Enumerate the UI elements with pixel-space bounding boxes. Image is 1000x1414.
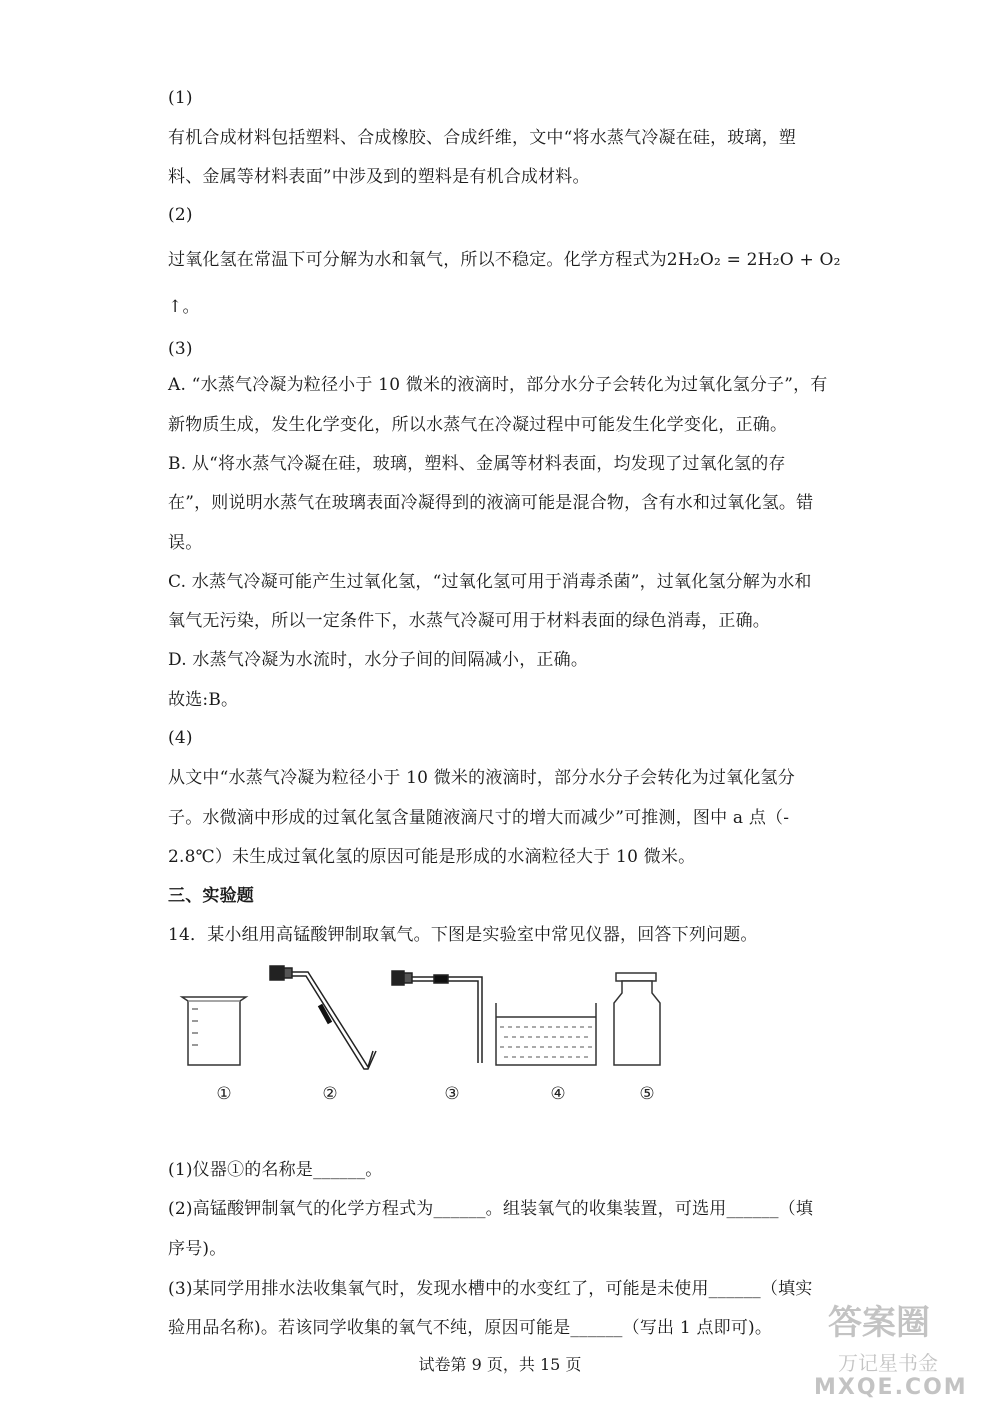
part-4-label: (4)	[168, 728, 193, 748]
sub-question-2-line-2: 序号)。	[168, 1239, 227, 1259]
section-heading: 三、实验题	[168, 886, 254, 906]
water-trough-icon	[496, 1003, 596, 1065]
part-4-line-1: 从文中“水蒸气冷凝为粒径小于 10 微米的液滴时，部分水分子会转化为过氧化氢分	[168, 768, 795, 788]
part-2-label: (2)	[168, 205, 193, 225]
apparatus-label-3: ③	[444, 1084, 460, 1104]
part-1-line-2: 料、金属等材料表面”中涉及到的塑料是有机合成材料。	[168, 167, 590, 187]
option-b-line-2: 在”，则说明水蒸气在玻璃表面冷凝得到的液滴可能是混合物，含有水和过氧化氢。错	[168, 493, 814, 513]
option-b-line-3: 误。	[168, 533, 203, 553]
sub-question-1: (1)仪器①的名称是______。	[168, 1160, 383, 1180]
part-2-line-2: ↑。	[168, 297, 200, 317]
apparatus-label-4: ④	[550, 1084, 566, 1104]
apparatus-label-2: ②	[322, 1084, 338, 1104]
sub-question-3-line-1: (3)某同学用排水法收集氧气时，发现水槽中的水变红了，可能是未使用______（填实	[168, 1279, 813, 1299]
apparatus-label-5: ⑤	[639, 1084, 655, 1104]
apparatus-figure	[170, 965, 690, 1115]
answer-choice: 故选:B。	[168, 690, 239, 710]
option-c-line-1: C. 水蒸气冷凝可能产生过氧化氢，“过氧化氢可用于消毒杀菌”，过氧化氢分解为水和	[168, 572, 812, 592]
beaker-icon	[182, 997, 246, 1065]
gas-bottle-icon	[614, 973, 660, 1065]
watermark-logo	[808, 1295, 978, 1405]
option-a-line-2: 新物质生成，发生化学变化，所以水蒸气在冷凝过程中可能发生化学变化，正确。	[168, 415, 788, 435]
part-1-label: (1)	[168, 88, 193, 108]
sub-question-2-line-1: (2)高锰酸钾制氧气的化学方程式为______。组装氧气的收集装置，可选用______（填	[168, 1199, 814, 1219]
option-b-line-1: B. 从“将水蒸气冷凝在硅，玻璃，塑料、金属等材料表面，均发现了过氧化氢的存	[168, 454, 786, 474]
stopper-bent-tube-icon	[270, 966, 376, 1069]
option-d-line-1: D. 水蒸气冷凝为水流时，水分子间的间隔减小，正确。	[168, 650, 589, 670]
watermark-url: MXQE.COM	[814, 1375, 968, 1400]
stopper-delivery-tube-icon	[392, 971, 482, 1063]
watermark-title: 答案圈	[828, 1303, 930, 1343]
question-14-stem: 14．某小组用高锰酸钾制取氧气。下图是实验室中常见仪器，回答下列问题。	[168, 925, 758, 945]
apparatus-label-1: ①	[216, 1084, 232, 1104]
part-3-label: (3)	[168, 339, 193, 359]
part-2-line-1: 过氧化氢在常温下可分解为水和氧气，所以不稳定。化学方程式为2H₂O₂ = 2H₂O + O₂	[168, 250, 841, 270]
part-1-line-1: 有机合成材料包括塑料、合成橡胶、合成纤维，文中“将水蒸气冷凝在硅，玻璃，塑	[168, 128, 797, 148]
sub-question-3-line-2: 验用品名称)。若该同学收集的氧气不纯，原因可能是______（写出 1 点即可)。	[168, 1318, 773, 1338]
part-4-line-2: 子。水微滴中形成的过氧化氢含量随液滴尺寸的增大而减少”可推测，图中 a 点（-	[168, 808, 790, 828]
watermark-subtitle: 万记星书金	[838, 1351, 938, 1375]
page-footer: 试卷第 9 页，共 15 页	[418, 1355, 582, 1374]
part-4-line-3: 2.8℃）未生成过氧化氢的原因可能是形成的水滴粒径大于 10 微米。	[168, 847, 696, 867]
option-c-line-2: 氧气无污染，所以一定条件下，水蒸气冷凝可用于材料表面的绿色消毒，正确。	[168, 611, 770, 631]
option-a-line-1: A. “水蒸气冷凝为粒径小于 10 微米的液滴时，部分水分子会转化为过氧化氢分子”，有	[168, 375, 828, 395]
apparatus-drawing	[170, 965, 690, 1115]
